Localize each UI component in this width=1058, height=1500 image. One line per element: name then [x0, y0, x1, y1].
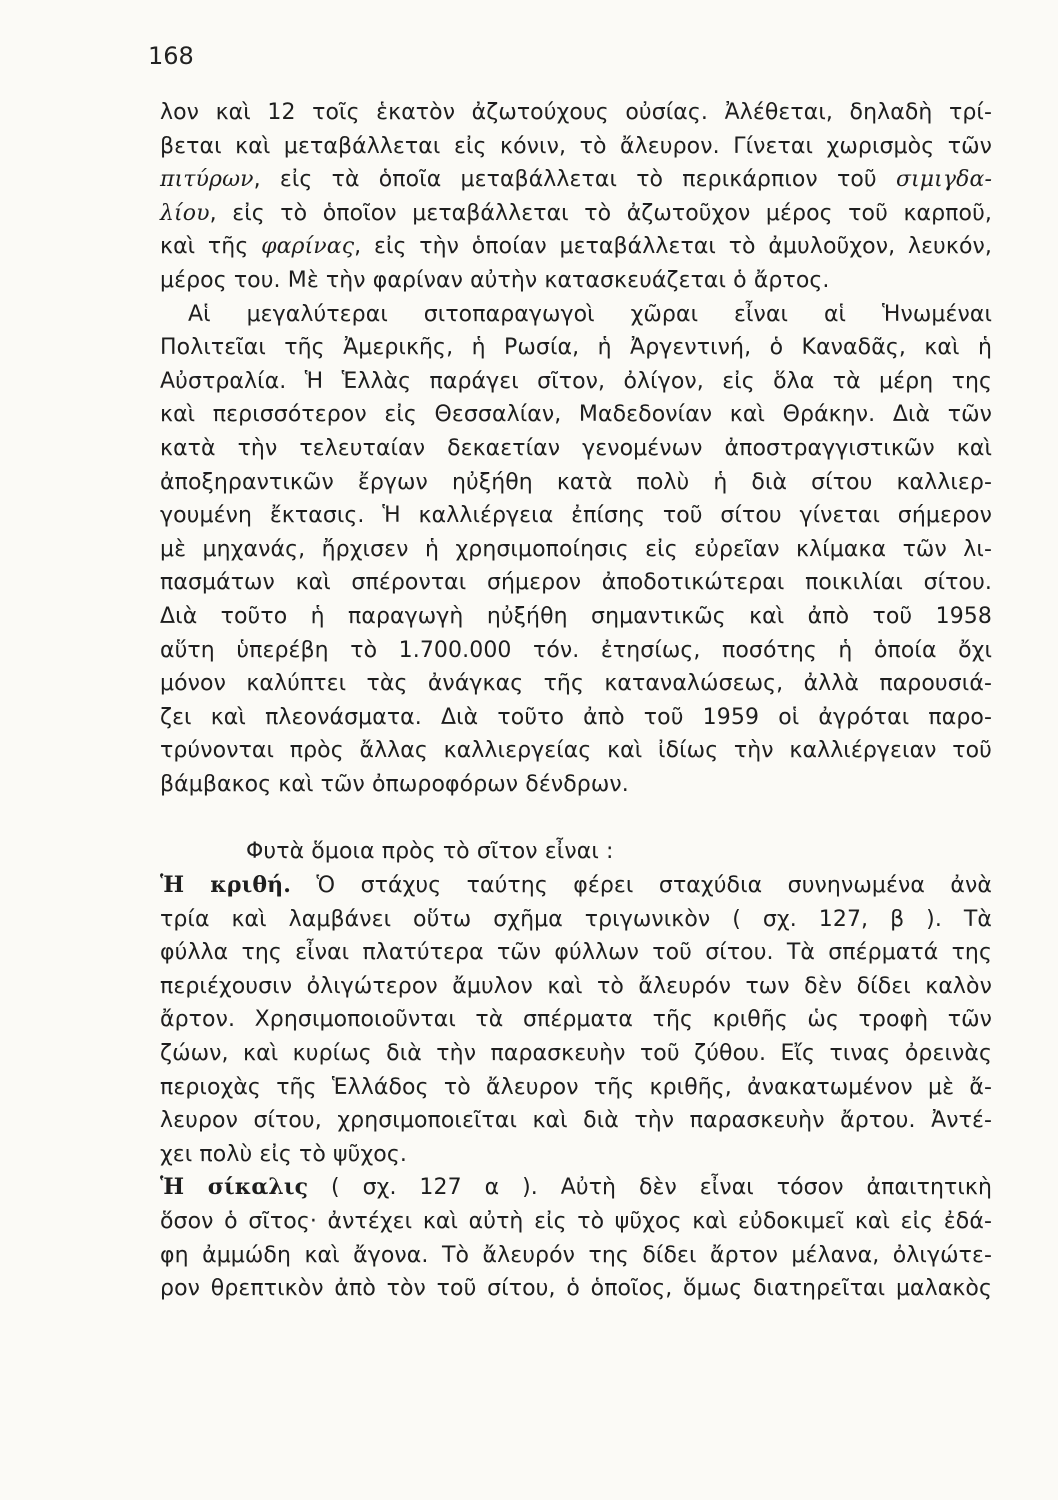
paragraph-gap [160, 801, 992, 835]
text-line: φύλλα της εἶναι πλατύτερα τῶν φύλλων τοῦ σίτου. Τὰ σπέρματά της [160, 940, 992, 966]
text-line: καὶ περισσότερον εἰς Θεσσαλίαν, Μαδεδονίαν καὶ Θράκην. Διὰ τῶν [160, 402, 992, 428]
text-line: μὲ μηχανάς, ἤρχισεν ἡ χρησιμοποίησις εἰς εὐρεῖαν κλίμακα τῶν λι- [160, 536, 992, 562]
text-line: μόνον καλύπτει τὰς ἀνάγκας τῆς καταναλώσεως, ἀλλὰ παρουσιά- [160, 671, 992, 697]
barley-paragraph [160, 869, 992, 1171]
text-line: καὶ τῆς φαρίνας, εἰς τὴν ὁποίαν μεταβάλλεται τὸ ἀμυλοῦχον, λευκόν, [160, 234, 992, 260]
term-bran: πιτύρων [160, 167, 254, 193]
text-line: κατὰ τὴν τελευταίαν δεκαετίαν γενομένων ἀποστραγγιστικῶν καὶ [160, 435, 992, 461]
text-line: αὕτη ὑπερέβη τὸ 1.700.000 τόν. ἐτησίως, ποσότης ἡ ὁποία ὄχι [160, 637, 992, 663]
producers-paragraph [160, 298, 992, 802]
text-line: Πολιτεῖαι τῆς Ἀμερικῆς, ἡ Ρωσία, ἡ Ἀργεντινή, ὁ Καναδᾶς, καὶ ἡ [160, 335, 992, 361]
text-line: φη ἀμμώδη καὶ ἄγονα. Τὸ ἄλευρόν της δίδει ἄρτον μέλανα, ὀλιγώτε- [160, 1242, 992, 1268]
text-line: ἄρτον. Χρησιμοποιοῦνται τὰ σπέρματα τῆς κριθῆς ὡς τροφὴ τῶν [160, 1007, 992, 1033]
text-line: Ἡ κριθή. Ὁ στάχυς ταύτης φέρει σταχύδια συνηνωμένα ἀνὰ [160, 872, 992, 899]
rye-paragraph [160, 1171, 992, 1305]
text-line: περιέχουσιν ὀλιγώτερον ἄμυλον καὶ τὸ ἄλευρόν των δὲν δίδει καλὸν [160, 973, 992, 999]
term-semolina: σιμιγδα- [895, 167, 992, 193]
text-line: ζώων, καὶ κυρίως διὰ τὴν παρασκευὴν τοῦ ζύθου. Εἴς τινας ὀρεινὰς [160, 1041, 992, 1067]
text-line: περιοχὰς τῆς Ἑλλάδος τὸ ἄλευρον τῆς κριθῆς, ἀνακατωμένον μὲ ἄ- [160, 1074, 992, 1100]
text-line: χει πολὺ εἰς τὸ ψῦχος. [160, 1141, 407, 1167]
intro-paragraph [160, 96, 992, 298]
page-number: 168 [148, 42, 194, 70]
text-line: Αὐστραλία. Ἡ Ἑλλὰς παράγει σῖτον, ὀλίγον, εἰς ὅλα τὰ μέρη της [160, 368, 992, 394]
text-line: μέρος του. Μὲ τὴν φαρίναν αὐτὴν κατασκευάζεται ὁ ἄρτος. [160, 267, 830, 293]
text-line: πασμάτων καὶ σπέρονται σήμερον ἀποδοτικώτεραι ποικιλίαι σίτου. [160, 570, 992, 596]
text-line: Αἱ μεγαλύτεραι σιτοπαραγωγοὶ χῶραι εἶναι αἱ Ἡνωμέναι [188, 301, 992, 327]
text-line: ἀποξηραντικῶν ἔργων ηὐξήθη κατὰ πολὺ ἡ διὰ σίτου καλλιερ- [160, 469, 992, 495]
text-line: πιτύρων, εἰς τὰ ὁποῖα μεταβάλλεται τὸ περικάρπιον τοῦ σιμιγδα- [160, 167, 992, 193]
term-barley: Ἡ κριθή. [160, 872, 291, 899]
text-line: λευρον σίτου, χρησιμοποιεῖται καὶ διὰ τὴν παρασκευὴν ἄρτου. Ἀντέ- [160, 1108, 992, 1134]
text-line: ζει καὶ πλεονάσματα. Διὰ τοῦτο ἀπὸ τοῦ 1959 οἱ ἀγρόται παρο- [160, 704, 992, 730]
text-line: γουμένη ἔκτασις. Ἡ καλλιέργεια ἐπίσης τοῦ σίτου γίνεται σήμερον [160, 503, 992, 529]
text-line: βεται καὶ μεταβάλλεται εἰς κόνιν, τὸ ἄλευρον. Γίνεται χωρισμὸς τῶν [160, 133, 992, 159]
page-body [160, 96, 992, 1306]
text-line: τρύνονται πρὸς ἄλλας καλλιεργείας καὶ ἰδίως τὴν καλλιέργειαν τοῦ [160, 738, 992, 764]
text-line: Ἡ σίκαλις ( σχ. 127 α ). Αὐτὴ δὲν εἶναι τόσον ἀπαιτητικὴ [160, 1174, 992, 1201]
similar-plants-heading: Φυτὰ ὅμοια πρὸς τὸ σῖτον εἶναι : [246, 839, 614, 865]
text-line: λίου, εἰς τὸ ὁποῖον μεταβάλλεται τὸ ἀζωτοῦχον μέρος τοῦ καρποῦ, [160, 200, 992, 226]
text-line: ὅσον ὁ σῖτος· ἀντέχει καὶ αὐτὴ εἰς τὸ ψῦχος καὶ εὐδοκιμεῖ καὶ εἰς ἐδά- [160, 1209, 992, 1234]
text-line: Διὰ τοῦτο ἡ παραγωγὴ ηὐξήθη σημαντικῶς καὶ ἀπὸ τοῦ 1958 [160, 603, 992, 629]
text-line: τρία καὶ λαμβάνει οὕτω σχῆμα τριγωνικὸν ( σχ. 127, β ). Τὰ [160, 906, 992, 932]
text-line: λον καὶ 12 τοῖς ἑκατὸν ἀζωτούχους οὐσίας. Ἀλέθεται, δηλαδὴ τρί- [160, 100, 992, 125]
term-semolina-end: λίου [160, 200, 210, 226]
term-flour: φαρίνας [261, 234, 355, 260]
text-line: βάμβακος καὶ τῶν ὀπωροφόρων δένδρων. [160, 771, 629, 797]
term-rye: Ἡ σίκαλις [160, 1174, 309, 1201]
text-line: ρον θρεπτικὸν ἀπὸ τὸν τοῦ σίτου, ὁ ὁποῖος, ὅμως διατηρεῖται μαλακὸς [160, 1276, 992, 1302]
